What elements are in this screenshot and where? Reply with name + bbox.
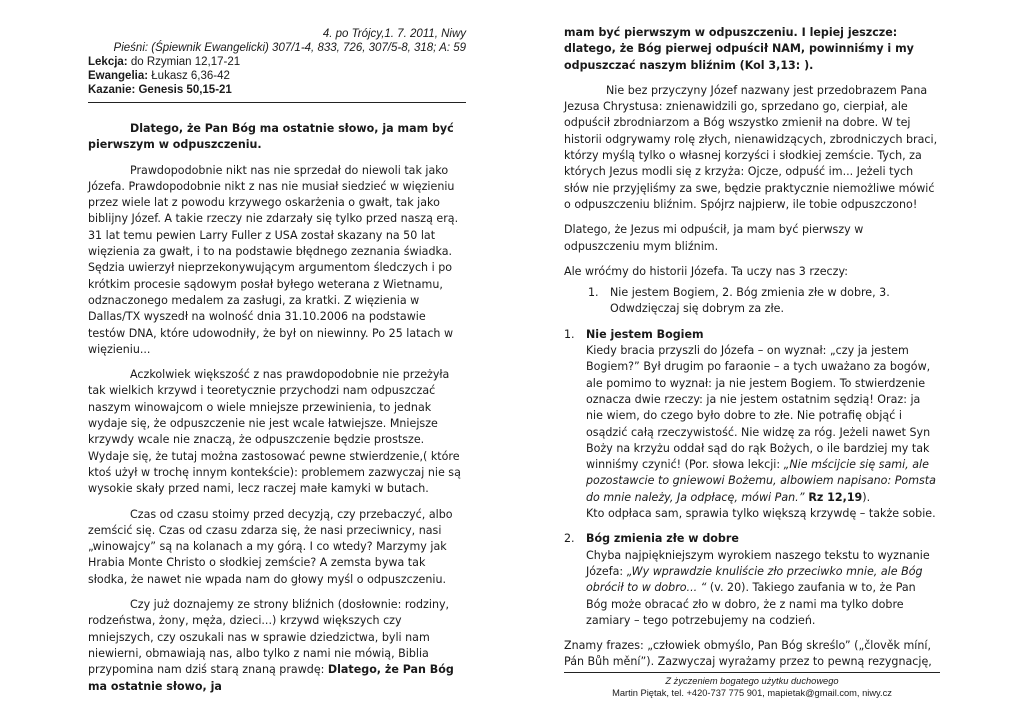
- left-page: [88, 0, 466, 725]
- sermon-title: Dlatego, że Pan Bóg ma ostatnie słowo, ja mam być pierwszym w odpuszczeniu.: [88, 122, 454, 152]
- footer-contact: Martin Piętak, tel. +420-737 775 901, mapietak@gmail.com, niwy.cz: [612, 687, 892, 698]
- paragraph-4-bold: Dlatego, że Pan Bóg ma ostatnie słowo, ja: [88, 663, 454, 693]
- point-2-text-a: Chyba najpiękniejszym wyrokiem naszego tekstu to wyznanie Józefa:: [586, 548, 930, 578]
- three-things-list: [564, 285, 940, 318]
- paragraph-3: Czas od czasu stoimy przed decyzją, czy przebaczyć, albo zemścić się. Czas od czasu zdarza się, że nasi przeciwnicy, nasi „winowajcy” są na kolanach a my górą. I co wtedy? Marzymy jak Hrabia Monte Christo o słodkiej zemście? A zemsta bywa tak słodka, że nawet nie wpada nam do głowy myśl o odpuszczeniu.: [88, 507, 453, 586]
- kazanie-label: Kazanie: Genesis 50,15-21: [88, 84, 232, 96]
- point-1-quote: „Nie mścijcie się sami, ale pozostawcie to gniewowi Bożemu, albowiem napisano: Pomsta do mnie należy, Ja odpłacę, mówi Pan.”: [586, 458, 936, 504]
- footer-divider: [564, 672, 940, 673]
- right-page: [564, 0, 940, 725]
- point-2-quote: „Wy wprawdzie knuliście zło przeciwko mnie, ale Bóg obrócił to w dobro... “: [586, 564, 923, 595]
- right-body: [564, 0, 940, 671]
- header-divider: [88, 102, 466, 103]
- footer: [564, 672, 940, 699]
- date-place: 4. po Trójcy,1. 7. 2011, Niwy: [322, 28, 466, 40]
- ewangelia-label: Ewangelia:: [88, 70, 149, 82]
- point-2-num: 2.: [564, 532, 575, 546]
- point-1-end: ).: [862, 490, 871, 504]
- sermon-header: [88, 0, 466, 103]
- kazanie-line: [88, 83, 466, 97]
- paragraph-2: Aczkolwiek większość z nas prawdopodobnie nie przeżyła tak wielkich krzywd i teoretycznie przychodzi nam odpuszczać naszym winowajcom o wiele mniejsze przewinienia, to jednak wydaje się, że odpuszczenie nie jest wcale łatwiejsze. Mniejsze krzywdy wcale nie znaczą, że odpuszczenie będzie prostsze. Wydaje się, że tutaj można zastosować pewne stwierdzenie,( które ktoś użył w trochę innym kontekście): problemem zazwyczaj nie są wysokie skały przed nami, lecz raczej małe kamyki w butach.: [88, 368, 461, 496]
- three-things-text: Nie jestem Bogiem, 2. Bóg zmienia złe w dobre, 3. Odwdzięczaj się dobrym za złe.: [610, 286, 890, 316]
- paragraph-4: [88, 597, 466, 695]
- footer-wish: Z życzeniem bogatego użytku duchowego: [665, 676, 839, 686]
- lekcja-label: Lekcja:: [88, 56, 128, 68]
- point-1-text-2: Kto odpłaca sam, sprawia tylko większą krzywdę – także sobie.: [586, 507, 936, 521]
- point-2: [564, 531, 940, 629]
- right-paragraph-last: Znamy frazes: „człowiek obmyślo, Pan Bóg skreślo” („člověk míní, Pán Bůh mění”). Zazwyczaj wyrażamy przez to pewną rezygnację,: [564, 639, 932, 669]
- songs-line: Pieśni: (Śpiewnik Ewangelicki) 307/1-4, 833, 726, 307/5-8, 318; A: 59: [113, 42, 466, 54]
- point-1-num: 1.: [564, 327, 575, 341]
- lekcja-ref: do Rzymian 12,17-21: [127, 56, 241, 68]
- ewangelia-ref: Łukasz 6,36-42: [148, 70, 230, 82]
- left-body: [88, 121, 466, 695]
- paragraph-1: Prawdopodobnie nikt nas nie sprzedał do niewoli tak jako Józefa. Prawdopodobnie nikt z nas nie musiał siedzieć w więzieniu przez wiele lat z powodu krzywego oskarżenia o gwałt, tak jako biblijny Józef. A takie rzeczy nie zdarzały się tylko przed naszą erą. 31 lat temu pewien Larry Fuller z USA został skazany na 50 lat więzienia za gwałt, i to na podstawie błędnego zeznania świadka. Sędzia uwierzył nieprzekonywującym argumentom śledczych i po krótkim procesie sądowym posłał byłego weterana z Wietnamu, odznaczonego medalem za zasługi, za kratki. Z więzienia w Dallas/TX wyszedł na wolność dnia 31.10.2006 na podstawie testów DNA, które udowodniły, że był on niewinny. Po 25 latach w więzieniu...: [88, 163, 459, 356]
- right-paragraph-1: Nie bez przyczyny Józef nazwany jest przedobrazem Pana Jezusa Chrystusa: znienawidzili go, sprzedano go, cierpiał, ale odpuścił zbrodniarzom a Bóg wszystko zmienił na dobre. W tej historii odgrywamy rolę złych, nienawidzących, zbrodniczych braci, którzy myślą tylko o własnej korzyści i słodkiej zemście. Tych, za których Jezus modli się z krzyża: Ojcze, odpuść im... Jeżeli tych słów nie przyjęliśmy za swe, będzie praktycznie niemożliwe mówić o odpuszczeniu bliźnim. Spójrz najpierw, ile tobie odpuszczono!: [564, 83, 938, 211]
- right-paragraph-3: Ale wróćmy do historii Józefa. Ta uczy nas 3 rzeczy:: [564, 264, 848, 278]
- point-1-body: [586, 343, 940, 506]
- point-2-title: Bóg zmienia złe w dobre: [586, 532, 739, 546]
- paragraph-4-text: Czy już doznajemy ze strony bliźnich (dosłownie: rodziny, rodzeństwa, żony, męża, dzieci...) krzywd większych czy mniejszych, czy oszukali nas w sprawie dziedzictwa, byli nam niewierni, obmawiają nas, albo tylko z nami nie mówią, Biblia przypomina nam dziś starą znaną prawdę:: [88, 598, 450, 677]
- point-1: [564, 327, 940, 523]
- right-intro-bold: mam być pierwszym w odpuszczeniu. I lepiej jeszcze: dlatego, że Bóg pierwej odpuścił NAM, powinniśmy i my odpuszczać naszym bliźnim (Kol 3,13: ).: [564, 26, 914, 72]
- point-2-text-b: (v. 20). Takiego zaufania w to, że Pan Bóg może obracać zło w dobro, że z nami ma tylko dobre zamiary – tego potrzebujemy na codzień.: [586, 581, 916, 627]
- ewangelia-line: [88, 69, 466, 83]
- point-1-title: Nie jestem Bogiem: [586, 327, 704, 341]
- lekcja-line: [88, 55, 466, 69]
- right-paragraph-2: Dlatego, że Jezus mi odpuścił, ja mam być pierwszy w odpuszczeniu mym bliźnim.: [564, 223, 864, 253]
- point-1-ref: Rz 12,19: [804, 490, 863, 504]
- three-things-num: 1.: [588, 286, 599, 300]
- point-2-body: [586, 548, 940, 629]
- point-1-text: Kiedy bracia przyszli do Józefa – on wyznał: „czy ja jestem Bogiem?” Był drugim po faraonie – a tych uważano za bogów, ale pomimo to wyznał: ja nie jestem Bogiem. To stwierdzenie oznacza dwie rzeczy: ja nie jestem ostatnim sędzią! Oraz: ja nie wiem, do czego było dobre to złe. Nie potrafię objąć i osądzić całą rzeczywistość. Nie widzę za róg. Jeżeli nawet Syn Boży na krzyżu oddał sąd do rąk Bożych, o ile bardziej my tak winniśmy czynić! (Por. słowa lekcji:: [586, 344, 931, 472]
